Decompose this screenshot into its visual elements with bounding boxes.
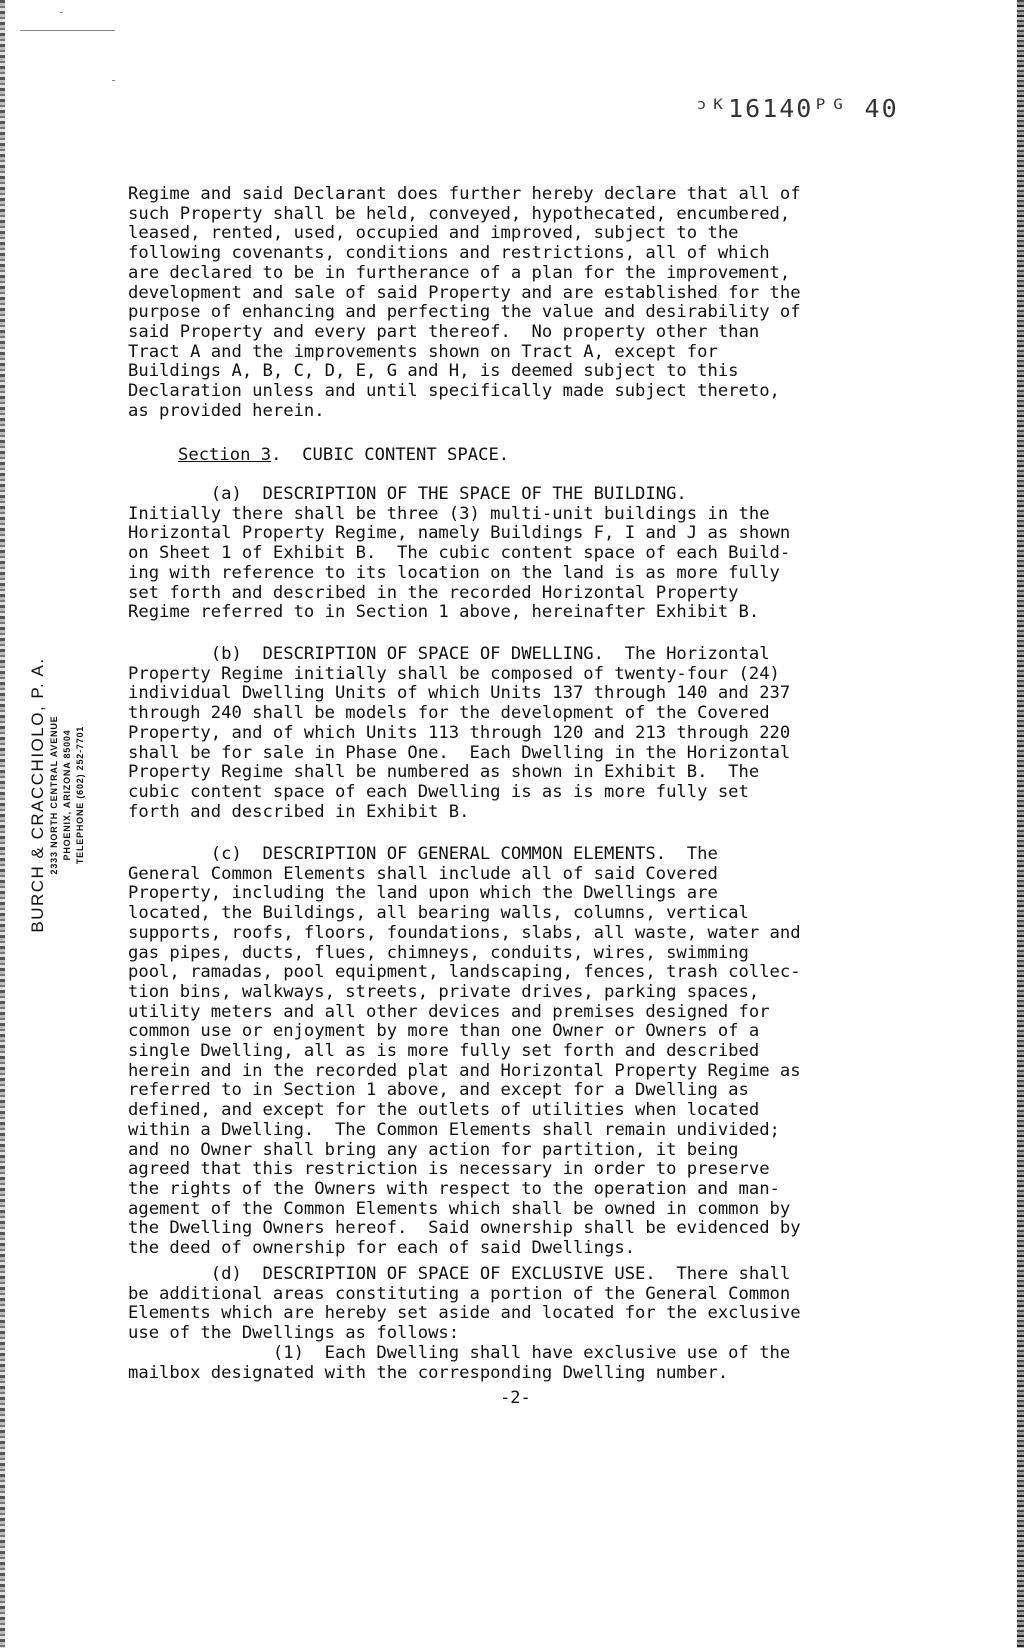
section-title: . CUBIC CONTENT SPACE. — [271, 445, 510, 465]
page-number: -2- — [500, 1388, 531, 1408]
recording-number: ᵓᴷ16140ᴾᴳ 40 — [694, 94, 899, 123]
paragraph-d: (d) DESCRIPTION OF SPACE OF EXCLUSIVE USE. There shall be additional areas constituting a portion of the General Common Elements which are hereby set aside and located for the exclusive use of the Dwellings as follows: — [128, 1264, 801, 1344]
scan-edge-right — [1017, 0, 1024, 1648]
section-label: Section 3 — [178, 445, 272, 465]
paragraph-b: (b) DESCRIPTION OF SPACE OF DWELLING. The Horizontal Property Regime initially shall be composed of twenty-four (24) individual Dwelling Units of which Units 137 through 140 and 237 through 240 shall be models for the development of the Covered Property, and of which Units 113 through 120 and 213 through 220 shall be for sale in Phase One. Each Dwelling in the Horizontal Property Regime shall be numbered as shown in Exhibit B. The cubic content space of each Dwelling is as is more fully set forth and described in Exhibit B. — [128, 644, 791, 822]
scan-speck — [112, 80, 115, 81]
paragraph-a: (a) DESCRIPTION OF THE SPACE OF THE BUILDING. Initially there shall be three (3) multi-unit buildings in the Horizontal Property Regime, namely Buildings F, I and J as shown on Sheet 1 of Exhibit B. The cubic content space of each Build- ing with reference to its location on the land is as more fully set forth and described in the recorded Horizontal Property Regime referred to in Section 1 above, hereinafter Exhibit B. — [128, 484, 791, 623]
firm-stamp — [28, 650, 132, 940]
paragraph-c: (c) DESCRIPTION OF GENERAL COMMON ELEMENTS. The General Common Elements shall include all of said Covered Property, including the land upon which the Dwellings are located, the Buildings, all bearing walls, columns, vertical supports, roofs, floors, foundations, slabs, all waste, water and gas pipes, ducts, flues, chimneys, conduits, wires, swimming pool, ramadas, pool equipment, landscaping, fences, trash collec- tion bins, walkways, streets, private drives, parking spaces, utility meters and all other devices and premises designed for common use or enjoyment by more than one Owner or Owners of a single Dwelling, all as is more fully set forth and described herein and in the recorded plat and Horizontal Property Regime as referred to in Section 1 above, and except for a Dwelling as defined, and except for the outlets of utilities when located within a Dwelling. The Common Elements shall remain undivided; and no Owner shall bring any action for partition, it being agreed that this restriction is necessary in order to preserve the rights of the Owners with respect to the operation and man- agement of the Common Elements which shall be owned in common by the Dwelling Owners hereof. Said ownership shall be evidenced by the deed of ownership for each of said Dwellings. — [128, 844, 801, 1259]
paragraph-intro: Regime and said Declarant does further hereby declare that all of such Property shall be held, conveyed, hypothecated, encumbered, leased, rented, used, occupied and improved, subject to the following covenants, conditions and restrictions, all of which are declared to be in furtherance of a plan for the improvement, development and sale of said Property and are established for the purpose of enhancing and perfecting the value and desirability of said Property and every part thereof. No property other than Tract A and the improvements shown on Tract A, except for Buildings A, B, C, D, E, G and H, is deemed subject to this Declaration unless and until specifically made subject thereto, as provided herein. — [128, 184, 801, 421]
paragraph-d1: (1) Each Dwelling shall have exclusive use of the mailbox designated with the corresponding Dwelling number. — [128, 1343, 791, 1383]
scan-speck — [60, 12, 63, 13]
firm-name: BURCH & CRACCHIOLO, P. A. — [28, 657, 47, 933]
firm-address: 2333 NORTH CENTRAL AVENUE — [49, 715, 59, 875]
section-heading — [178, 445, 509, 465]
scan-edge-left — [0, 0, 5, 1648]
scan-speck — [20, 30, 115, 31]
firm-city: PHOENIX, ARIZONA 85004 — [62, 729, 72, 861]
firm-telephone: TELEPHONE (602) 252-7701 — [75, 725, 85, 865]
